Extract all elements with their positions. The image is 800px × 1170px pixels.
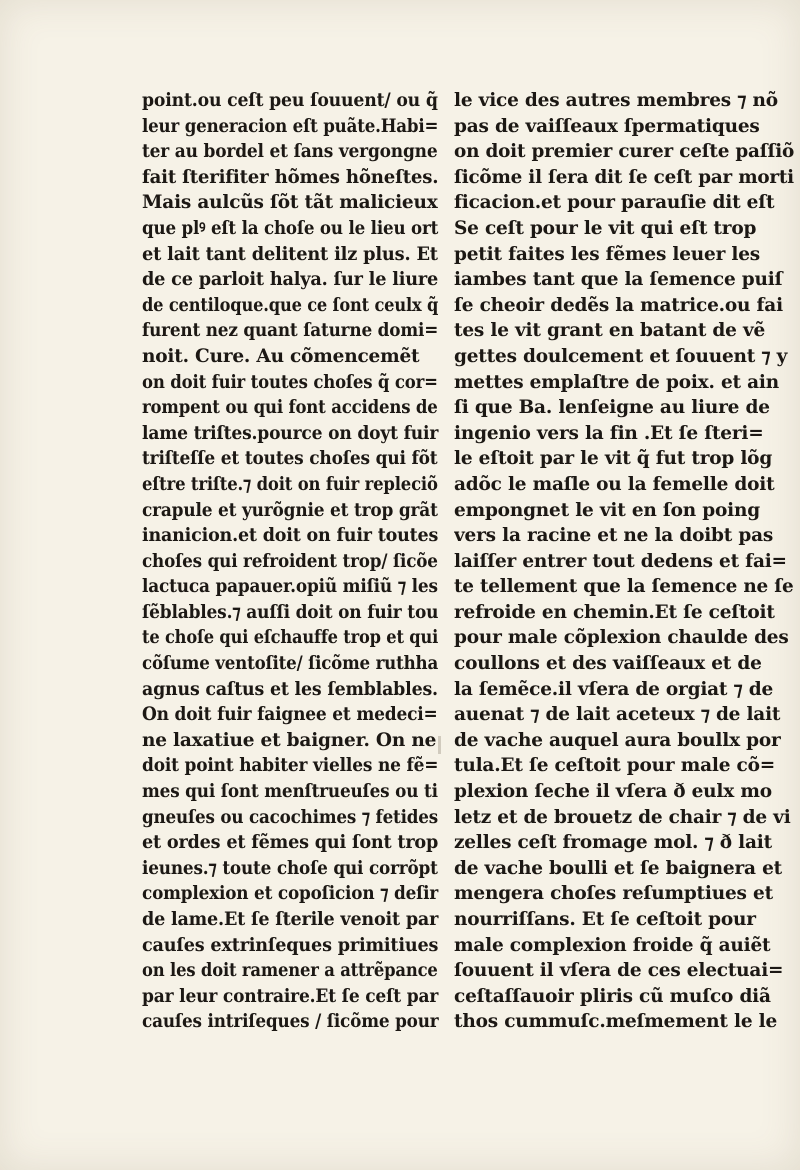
- text-line: de ce parloit halya. ſur le liure: [142, 269, 439, 291]
- text-line: adõc le maſle ou la femelle doit: [454, 473, 775, 495]
- text-line: ſi que Ba. lenſeigne au liure de: [454, 397, 770, 419]
- text-line: mettes emplaſtre de poix. et ain: [454, 371, 780, 393]
- text-line: ſouuent il vſera de ces electuai=: [454, 960, 784, 982]
- text-line: laiſſer entrer tout dedens et fai=: [454, 550, 787, 572]
- text-line: lame triſtes.pource on doyt fuir: [142, 422, 439, 444]
- text-line: tes le vit grant en batant de vẽ: [454, 320, 766, 342]
- text-line: agnus caſtus et les ſemblables.: [142, 678, 438, 700]
- text-line: la ſemẽce.il vſera de orgiat ⁊ de: [454, 678, 774, 700]
- text-line: crapule et yurõgnie et trop grãt: [142, 499, 438, 521]
- right-text-column: [454, 88, 800, 1035]
- text-line: cõſume ventoſite/ ſicõme ruthha: [142, 653, 439, 675]
- text-line: et lait tant delitent ilz plus. Et: [142, 243, 438, 265]
- text-line: et ordes et fẽmes qui ſont trop: [142, 832, 439, 854]
- text-line: le eſtoit par le vit q̃ fut trop lõg: [454, 448, 773, 470]
- text-line: leur generacion eſt puãte.Habi=: [142, 115, 439, 137]
- text-line: complexion et copoſicion ⁊ deſir: [142, 883, 439, 905]
- text-line: lactuca papauer.opiũ miſiũ ⁊ les: [142, 576, 438, 598]
- text-line: rompent ou qui font accidens de: [142, 397, 438, 419]
- text-line: ficacion.et pour parauſie dit eſt: [454, 192, 775, 214]
- text-line: pas de vaiſſeaux ſpermatiques: [454, 115, 760, 137]
- text-line: plexion ſeche il vſera ð eulx mo: [454, 781, 772, 803]
- text-line: refroide en chemin.Et ſe ceſtoit: [454, 601, 775, 623]
- text-line: ſicõme il ſera dit ſe ceſt par morti: [454, 166, 794, 188]
- text-line: choſes qui refroident trop/ ſicõe: [142, 550, 438, 572]
- text-line: Mais aulcũs ſõt tãt malicieux: [142, 192, 438, 214]
- text-line: auenat ⁊ de lait aceteux ⁊ de lait: [454, 704, 781, 726]
- text-line: ſe cheoir dedẽs la matrice.ou fai: [454, 294, 783, 316]
- text-line: iambes tant que la ſemence puiſ: [454, 269, 783, 291]
- text-line: point.ou ceſt peu ſouuent/ ou q̃: [142, 90, 438, 111]
- text-line: ceſtaſſauoir pliris cũ muſco diã: [454, 985, 771, 1007]
- text-line: doit point habiter vielles ne fẽ=: [142, 755, 439, 777]
- text-line: te tellement que la ſemence ne ſe: [454, 576, 794, 598]
- text-line: On doit fuir faignee et medeci=: [142, 704, 438, 726]
- text-line: thos cummuſc.meſmement le le: [454, 1011, 778, 1033]
- text-line: cauſes extrinſeques primitiues: [142, 934, 439, 956]
- page-mark: [438, 736, 441, 754]
- text-line: de centiloque.que ce ſont ceulx q̃: [142, 294, 439, 316]
- text-line: fait ſterifiter hõmes hõneſtes.: [142, 166, 439, 188]
- text-line: empongnet le vit en ſon poing: [454, 499, 760, 521]
- text-line: zelles ceſt fromage mol. ⁊ ð lait: [454, 832, 772, 854]
- left-text-column: [142, 88, 438, 1035]
- text-line: mengera choſes reſumptiues et: [454, 883, 773, 905]
- text-line: cauſes intriſeques / ſicõme pour: [142, 1011, 439, 1033]
- text-line: le vice des autres membres ⁊ nõ: [454, 90, 778, 111]
- text-line: furent nez quant ſaturne domi=: [142, 320, 439, 342]
- text-line: triſteſſe et toutes choſes qui fõt: [142, 448, 438, 470]
- text-line: eſtre triſte.⁊ doit on fuir repleciõ: [142, 473, 438, 495]
- text-line: coullons et des vaiſſeaux et de: [454, 653, 762, 675]
- text-line: ſẽblables.⁊ auſſi doit on fuir tou: [142, 601, 439, 623]
- text-line: male complexion froide q̃ auiẽt: [454, 934, 771, 956]
- text-line: vers la racine et ne la doibt pas: [454, 525, 774, 547]
- text-line: noit. Cure. Au cõmencemẽt: [142, 345, 420, 367]
- text-line: on doit fuir toutes choſes q̃ cor=: [142, 371, 438, 393]
- text-line: petit faites les fẽmes leuer les: [454, 243, 761, 265]
- text-line: de lame.Et ſe ſterile venoit par: [142, 909, 439, 930]
- text-line: de vache boulli et ſe baignera et: [454, 857, 782, 879]
- text-line: ingenio vers la fin .Et ſe ſteri=: [454, 422, 764, 444]
- text-line: te choſe qui eſchauffe trop et qui: [142, 627, 439, 649]
- text-line: mes qui ſont menſtrueuſes ou ti: [142, 781, 438, 803]
- text-line: tula.Et ſe ceſtoit pour male cõ=: [454, 755, 776, 777]
- text-line: de vache auquel aura boullx por: [454, 729, 781, 751]
- text-line: que plꝰ eſt la choſe ou le lieu ort: [142, 217, 439, 239]
- text-line: letz et de brouetz de chair ⁊ de vi: [454, 806, 791, 828]
- text-line: pour male cõplexion chaulde des: [454, 627, 789, 649]
- text-line: on doit premier curer ceſte paſſiõ: [454, 141, 795, 163]
- text-line: ter au bordel et ſans vergongne: [142, 141, 438, 163]
- text-line: ieunes.⁊ toute choſe qui corrõpt: [142, 857, 438, 879]
- text-line: ne laxatiue et baigner. On ne: [142, 729, 437, 751]
- text-line: inanicion.et doit on fuir toutes: [142, 525, 439, 547]
- text-line: nourriſſans. Et ſe ceſtoit pour: [454, 909, 756, 930]
- text-line: Se ceſt pour le vit qui eſt trop: [454, 217, 757, 239]
- text-line: on les doit ramener a attrẽpance: [142, 960, 438, 982]
- text-line: gettes doulcement et ſouuent ⁊ y: [454, 345, 788, 367]
- text-line: par leur contraire.Et ſe ceſt par: [142, 985, 439, 1007]
- text-line: gneuſes ou cacochimes ⁊ fetides: [142, 806, 439, 828]
